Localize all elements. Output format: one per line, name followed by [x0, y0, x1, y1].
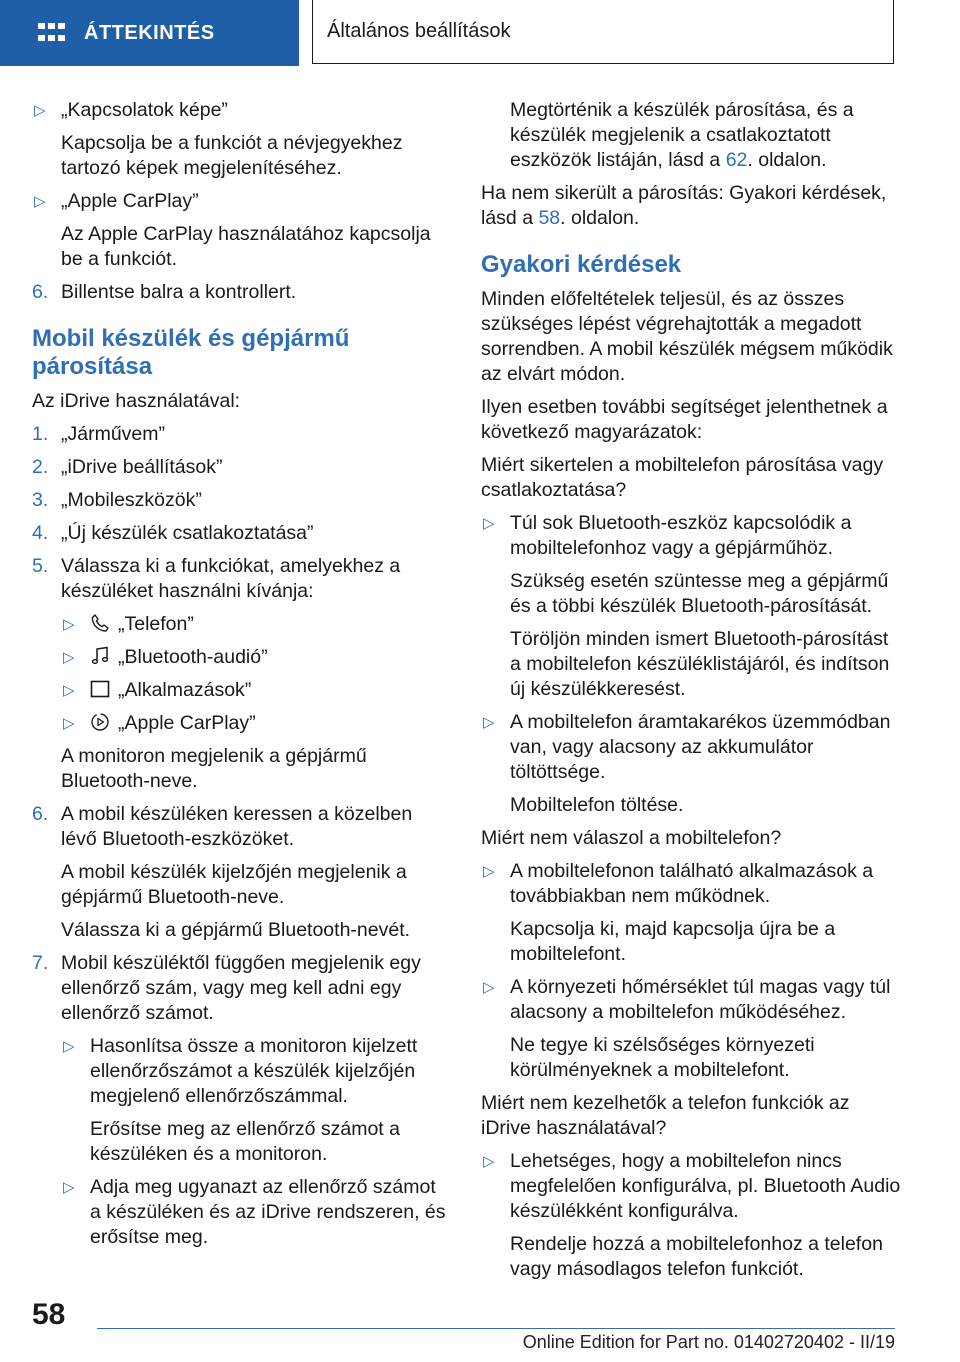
- option-carplay: ▷ „Apple CarPlay”: [63, 712, 256, 734]
- page-number: 58: [32, 1298, 66, 1331]
- list-item-description: Töröljön minden ismert Bluetooth-párosítást a mobiltelefon készüléklistájáról, és indítson új készülékkeresést.: [510, 628, 890, 700]
- list-item: ▷ Túl sok Bluetooth-eszköz kapcsolódik a mobiltelefonhoz vagy a gépjárműhöz.: [483, 512, 852, 559]
- step-5: 5. Válassza ki a funkciókat, amelyekhez a készüléket használni kívánja:: [32, 555, 401, 602]
- triangle-bullet-icon: ▷: [63, 649, 75, 666]
- page-link[interactable]: 62: [725, 149, 748, 171]
- step-number: 5.: [32, 555, 49, 577]
- step-6b: 6. A mobil készüléken keressen a közelben lévő Bluetooth-eszközöket.: [32, 803, 413, 850]
- list-item: ▷ Lehetséges, hogy a mobiltelefon nincs megfelelően konfigurálva, pl. Bluetooth Audio készülékként konfigurálva.: [483, 1150, 901, 1222]
- triangle-bullet-icon: ▷: [63, 616, 75, 633]
- step-3: 3. „Mobileszközök”: [32, 489, 202, 511]
- question: Miért nem válaszol a mobiltelefon?: [481, 827, 782, 849]
- page-link[interactable]: 58: [538, 207, 561, 229]
- list-item-description: Rendelje hozzá a mobiltelefonhoz a telefon vagy másodlagos telefon funkciót.: [510, 1233, 883, 1280]
- carplay-icon: [90, 712, 110, 732]
- triangle-bullet-icon: ▷: [483, 863, 495, 880]
- step-2: 2. „iDrive beállítások”: [32, 456, 223, 478]
- list-item-description: Mobiltelefon töltése.: [510, 794, 684, 816]
- list-item-description: Az Apple CarPlay használatához kapcsolja be a funkciót.: [61, 223, 431, 270]
- step-number: 7.: [32, 952, 49, 974]
- question: Miért sikertelen a mobiltelefon párosítása vagy csatlakoztatása?: [481, 454, 884, 501]
- pairing-failed-note: Ha nem sikerült a párosítás: Gyakori kérdések, lásd a 58. oldalon.: [481, 182, 887, 229]
- step-7: 7. Mobil készüléktől függően megjelenik egy ellenőrző szám, vagy meg kell adni egy ellenőrző számot.: [32, 952, 421, 1024]
- list-item: ▷ A környezeti hőmérséklet túl magas vagy túl alacsony a mobiltelefon működéséhez.: [483, 976, 891, 1023]
- list-item: ▷ Hasonlítsa össze a monitoron kijelzett ellenőrzőszámot a készülék kijelzőjén megjelenő ellenőrzőszámmal.: [63, 1035, 418, 1107]
- triangle-bullet-icon: ▷: [483, 979, 495, 996]
- list-item-description: Kapcsolja ki, majd kapcsolja újra be a mobiltelefont.: [510, 918, 836, 965]
- triangle-bullet-icon: ▷: [483, 714, 495, 731]
- step-6b-note: A mobil készülék kijelzőjén megjelenik a gépjármű Bluetooth-neve.: [61, 861, 407, 908]
- list-item: ▷ „Kapcsolatok képe”: [34, 99, 228, 121]
- list-item: ▷ A mobiltelefonon található alkalmazások a továbbiakban nem működnek.: [483, 860, 874, 907]
- step-number: 3.: [32, 489, 49, 511]
- question: Miért nem kezelhetők a telefon funkciók az iDrive használatával?: [481, 1092, 850, 1139]
- triangle-bullet-icon: ▷: [34, 102, 46, 119]
- paragraph: Minden előfeltételek teljesül, és az összes szükséges lépést végrehajtották a megadott sorrendben. A mobil készülék mégsem működik az elvárt módon.: [481, 288, 893, 385]
- triangle-bullet-icon: ▷: [63, 682, 75, 699]
- option-apps: ▷ „Alkalmazások”: [63, 679, 252, 701]
- music-note-icon: [90, 646, 110, 666]
- page-header: [0, 0, 960, 66]
- triangle-bullet-icon: ▷: [63, 715, 75, 732]
- list-item-description: Kapcsolja be a funkciót a névjegyekhez tartozó képek megjelenítéséhez.: [61, 132, 403, 179]
- step-number: 2.: [32, 456, 49, 478]
- list-item-description: Szükség esetén szüntesse meg a gépjármű és a többi készülék Bluetooth-párosítását.: [510, 570, 889, 617]
- section-heading: Gyakori kérdések: [481, 251, 682, 278]
- option-bluetooth-audio: ▷ „Bluetooth-audió”: [63, 646, 268, 668]
- paragraph: Ilyen esetben további segítséget jelenthetnek a következő magyarázatok:: [481, 396, 888, 443]
- triangle-bullet-icon: ▷: [34, 193, 46, 210]
- step-4: 4. „Új készülék csatlakoztatása”: [32, 522, 314, 544]
- triangle-bullet-icon: ▷: [483, 515, 495, 532]
- step-number: 6.: [32, 803, 49, 825]
- intro-text: Az iDrive használatával:: [32, 390, 241, 412]
- step-6: 6. Billentse balra a kontrollert.: [32, 281, 297, 303]
- phone-icon: [90, 613, 110, 633]
- triangle-bullet-icon: ▷: [63, 1038, 75, 1055]
- step-6b-note: Válassza ki a gépjármű Bluetooth-nevét.: [61, 919, 411, 941]
- overview-tab[interactable]: [0, 0, 299, 66]
- list-item: ▷ „Apple CarPlay”: [34, 190, 199, 212]
- list-item-description: Ne tegye ki szélsőséges környezeti körülményeknek a mobiltelefont.: [510, 1034, 815, 1081]
- list-item-description: Erősítse meg az ellenőrző számot a készüléken és a monitoron.: [90, 1118, 400, 1165]
- pairing-result: Megtörténik a készülék párosítása, és a készülék megjelenik a csatlakoztatott eszközök listáján, lásd a 62. oldalon.: [510, 99, 854, 171]
- triangle-bullet-icon: ▷: [63, 1179, 75, 1196]
- left-column: [32, 98, 452, 1258]
- step-number: 6.: [32, 281, 49, 303]
- grid-menu-icon: [38, 23, 64, 43]
- footer-edition: Online Edition for Part no. 01402720402 - II/19: [522, 1332, 895, 1352]
- step-number: 1.: [32, 423, 49, 445]
- apps-icon: [90, 679, 110, 699]
- list-item: ▷ A mobiltelefon áramtakarékos üzemmódban van, vagy alacsony az akkumulátor töltöttsége.: [483, 711, 891, 783]
- step-number: 4.: [32, 522, 49, 544]
- step-5-result: A monitoron megjelenik a gépjármű Bluetooth-neve.: [61, 745, 367, 792]
- step-1: 1. „Járművem”: [32, 423, 166, 445]
- footer-divider: [97, 1328, 895, 1329]
- overview-tab-label: ÁTTEKINTÉS: [84, 21, 215, 44]
- section-title: Általános beállítások: [312, 0, 894, 64]
- option-phone: ▷ „Telefon”: [63, 613, 194, 635]
- right-column: [481, 98, 901, 1290]
- section-heading: Mobil készülék és gépjármű párosítása: [32, 325, 350, 380]
- triangle-bullet-icon: ▷: [483, 1153, 495, 1170]
- list-item: ▷ Adja meg ugyanazt az ellenőrző számot a készüléken és az iDrive rendszeren, és erősítse meg.: [63, 1176, 446, 1248]
